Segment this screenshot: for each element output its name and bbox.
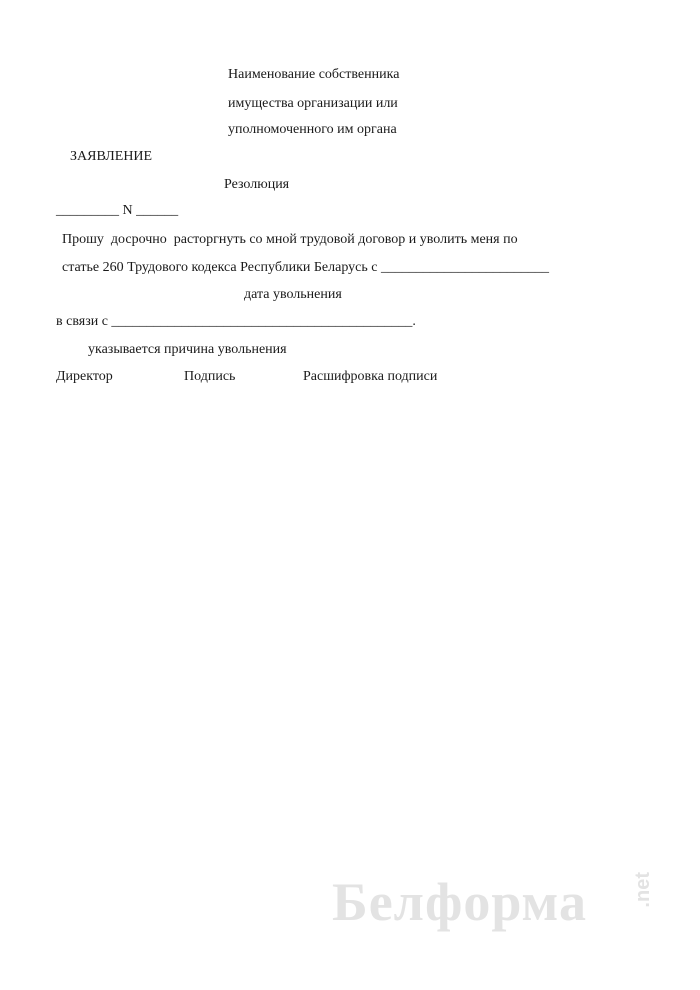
document-title: ЗАЯВЛЕНИЕ bbox=[70, 149, 153, 164]
addressee-line-3: уполномоченного им органа bbox=[228, 122, 397, 137]
addressee-line-1: Наименование собственника bbox=[228, 67, 400, 82]
signature-sign: Подпись bbox=[184, 369, 236, 384]
watermark-brand: Белформа bbox=[332, 872, 587, 932]
body-line-2: статье 260 Трудового кодекса Республики Беларусь с ________________________ bbox=[62, 260, 549, 275]
watermark-domain: .net bbox=[632, 872, 654, 908]
signature-position: Директор bbox=[56, 369, 113, 384]
reason-line: в связи с ___________________________________________. bbox=[56, 314, 416, 329]
number-line: _________ N ______ bbox=[56, 203, 179, 218]
reason-caption: указывается причина увольнения bbox=[88, 342, 287, 357]
resolution-label: Резолюция bbox=[224, 177, 290, 192]
addressee-line-2: имущества организации или bbox=[228, 96, 398, 111]
body-line-1: Прошу досрочно расторгнуть со мной трудовой договор и уволить меня по bbox=[62, 232, 518, 247]
signature-decoding: Расшифровка подписи bbox=[303, 369, 438, 384]
date-caption: дата увольнения bbox=[244, 287, 342, 302]
